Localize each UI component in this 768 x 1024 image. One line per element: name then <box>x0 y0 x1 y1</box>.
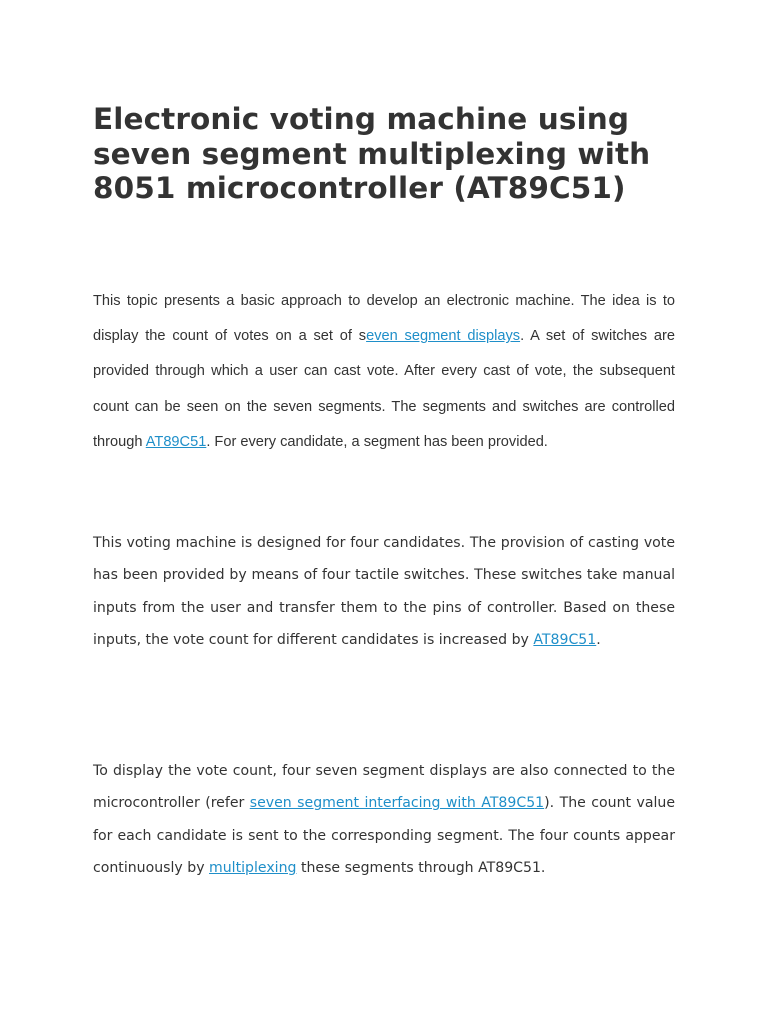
paragraph-intro-text-2: . A set of switches are provided through which a user can cast vote. After every cast of vote, the subsequent count can be seen on the seven segments. The segments and switches are controlled through <box>93 328 675 450</box>
link-at89c51[interactable]: AT89C51 <box>145 433 207 450</box>
page-title: Electronic voting machine using seven segment multiplexing with 8051 microcontroller (AT89C51) <box>93 102 651 205</box>
paragraph-design-text-1: This voting machine is designed for four candidates. The provision of casting vote has been provided by means of four tactile switches. These switches take manual inputs from the user and transfer them to the pins of controller. Based on these inputs, the vote count for different candidates is increased by <box>93 535 675 648</box>
paragraph-design-text-2: . <box>596 631 601 648</box>
link-seven-segment-displays[interactable]: even segment displays <box>366 328 521 345</box>
link-at89c51-2[interactable]: AT89C51 <box>533 631 597 648</box>
paragraph-intro-text-1: This topic presents a basic approach to develop an electronic machine. The idea is to display the count of votes on a set of s <box>93 293 675 345</box>
link-multiplexing[interactable]: multiplexing <box>209 859 297 876</box>
paragraph-display <box>93 755 675 884</box>
paragraph-intro-text-3: . For every candidate, a segment has been provided. <box>206 433 548 450</box>
link-seven-segment-interfacing[interactable]: seven segment interfacing with AT89C51 <box>249 795 545 812</box>
paragraph-design <box>93 527 675 656</box>
paragraph-display-text-1: To display the vote count, four seven segment displays are also connected to the microcontroller (refer <box>93 763 675 812</box>
paragraph-intro <box>93 284 675 460</box>
paragraph-display-text-3: these segments through AT89C51. <box>296 859 546 876</box>
paragraph-display-text-2: ). The count value for each candidate is sent to the corresponding segment. The four counts appear continuously by <box>93 795 675 876</box>
